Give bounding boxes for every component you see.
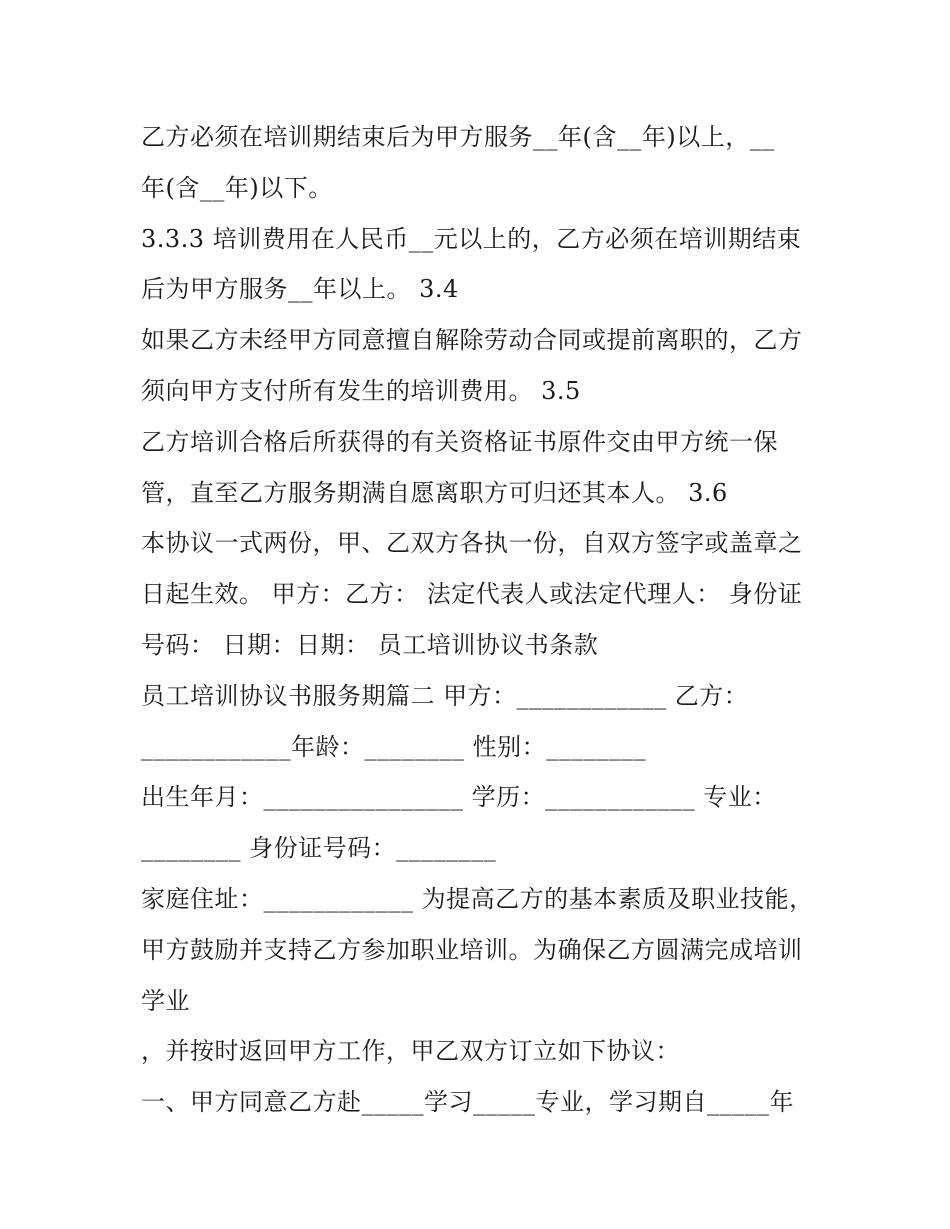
text-line: 年(含__年)以下。 [141,173,333,202]
text-line: 学业 [141,986,190,1015]
text-line: 3.3.3 培训费用在人民币__元以上的，乙方必须在培训期结束 [141,224,802,253]
text-line: ____________年龄：________ 性别：________ [141,732,647,761]
text-line: 如果乙方未经甲方同意擅自解除劳动合同或提前离职的，乙方 [141,326,803,355]
text-line: 家庭住址：____________ 为提高乙方的基本素质及职业技能， [141,884,814,913]
text-line: 本协议一式两份，甲、乙双方各执一份，自双方签字或盖章之 [141,529,803,558]
text-line: 管，直至乙方服务期满自愿离职方可归还其本人。 3.6 [141,478,728,507]
text-line: 日起生效。 甲方：乙方： 法定代表人或法定代理人： 身份证 [141,580,803,609]
text-line: 出生年月：________________ 学历：____________ 专业： [141,783,777,812]
text-line: 乙方必须在培训期结束后为甲方服务__年(含__年)以上，__ [141,123,775,151]
text-line: 一、甲方同意乙方赴_____学习_____专业，学习期自_____年 [141,1088,794,1117]
text-line: ________ 身份证号码：________ [141,834,497,863]
document-body [141,112,821,1128]
text-line: ，并按时返回甲方工作，甲乙双方订立如下协议： [141,1037,680,1066]
text-line: 须向甲方支付所有发生的培训费用。 3.5 [141,376,581,405]
text-line: 员工培训协议书服务期篇二 甲方：____________ 乙方： [141,681,749,710]
text-line: 号码： 日期：日期： 员工培训协议书条款 [141,630,599,659]
text-line: 后为甲方服务__年以上。 3.4 [141,275,459,304]
text-line: 甲方鼓励并支持乙方参加职业培训。为确保乙方圆满完成培训 [141,935,803,964]
text-line: 乙方培训合格后所获得的有关资格证书原件交由甲方统一保 [141,427,778,456]
